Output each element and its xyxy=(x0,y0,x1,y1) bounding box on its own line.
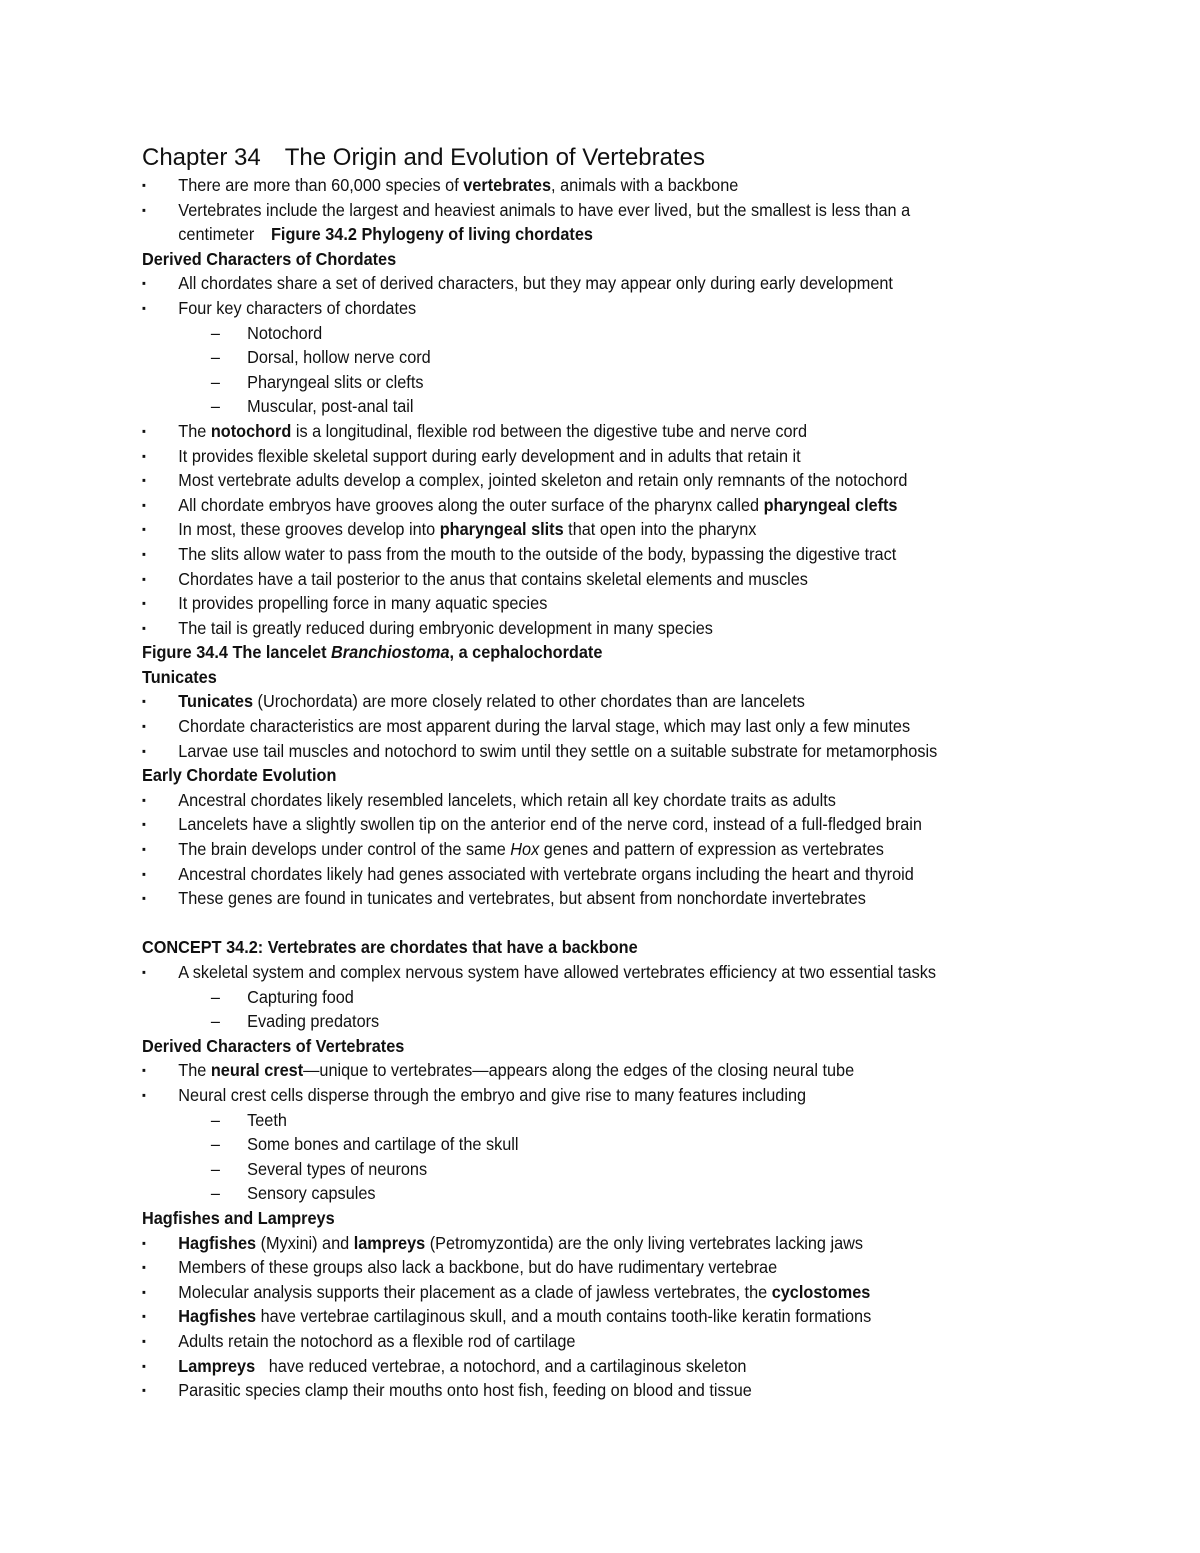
list-item: ▪ The tail is greatly reduced during embryonic development in many species xyxy=(142,616,1183,641)
list-item-continuation: centimeter Figure 34.2 Phylogeny of living chordates xyxy=(178,224,593,245)
bullet-icon: ▪ xyxy=(142,817,146,832)
bullet-icon: ▪ xyxy=(142,1284,146,1299)
dash-icon: – xyxy=(210,1011,220,1032)
concept-heading: CONCEPT 34.2: Vertebrates are chordates that have a backbone xyxy=(142,937,638,958)
bullet-icon: ▪ xyxy=(142,423,146,438)
list-item: ▪ In most, these grooves develop into pharyngeal slits that open into the pharynx xyxy=(142,517,1183,542)
section-heading: Tunicates xyxy=(142,666,217,687)
bullet-icon: ▪ xyxy=(142,202,146,217)
list-item: ▪ A skeletal system and complex nervous system have allowed vertebrates efficiency at two essential tasks xyxy=(142,960,1183,985)
bullet-icon: ▪ xyxy=(142,1063,146,1078)
bullet-icon: ▪ xyxy=(142,473,146,488)
blank-line xyxy=(142,911,1142,936)
sub-list-item: – Pharyngeal slits or clefts xyxy=(142,370,1200,395)
chapter-title xyxy=(142,143,1142,173)
list-item: ▪ It provides propelling force in many aquatic species xyxy=(142,591,1183,616)
dash-icon: – xyxy=(210,347,220,368)
bullet-icon: ▪ xyxy=(142,546,146,561)
list-item: ▪ Four key characters of chordates xyxy=(142,296,1183,321)
chapter-number: Chapter 34 xyxy=(142,144,261,171)
bullet-icon: ▪ xyxy=(142,276,146,291)
bullet-icon: ▪ xyxy=(142,842,146,857)
bullet-icon: ▪ xyxy=(142,596,146,611)
list-item: ▪ Members of these groups also lack a backbone, but do have rudimentary vertebrae xyxy=(142,1255,1183,1280)
sub-list-item: – Dorsal, hollow nerve cord xyxy=(142,345,1200,370)
list-item: ▪ Ancestral chordates likely resembled lancelets, which retain all key chordate traits as adults xyxy=(142,788,1183,813)
chapter-name: The Origin and Evolution of Vertebrates xyxy=(284,144,705,171)
list-item: ▪ The slits allow water to pass from the mouth to the outside of the body, bypassing the digestive tract xyxy=(142,542,1183,567)
sub-list-item: – Teeth xyxy=(142,1108,1200,1133)
bullet-icon: ▪ xyxy=(142,1333,146,1348)
list-item: ▪ Larvae use tail muscles and notochord to swim until they settle on a suitable substrate for metamorphosis xyxy=(142,739,1183,764)
dash-icon: – xyxy=(210,1183,220,1204)
sub-list-item: – Several types of neurons xyxy=(142,1157,1200,1182)
bullet-icon: ▪ xyxy=(142,300,146,315)
section-heading: Derived Characters of Vertebrates xyxy=(142,1035,405,1056)
list-item: ▪ Adults retain the notochord as a flexible rod of cartilage xyxy=(142,1329,1183,1354)
bullet-icon: ▪ xyxy=(142,497,146,512)
list-item: ▪ These genes are found in tunicates and vertebrates, but absent from nonchordate invertebrates xyxy=(142,886,1183,911)
list-item: ▪ All chordate embryos have grooves along the outer surface of the pharynx called pharyngeal clefts xyxy=(142,493,1183,518)
list-item: ▪ All chordates share a set of derived characters, but they may appear only during early development xyxy=(142,271,1183,296)
dash-icon: – xyxy=(210,322,220,343)
bullet-icon: ▪ xyxy=(142,719,146,734)
bullet-icon: ▪ xyxy=(142,571,146,586)
sub-list-item: – Some bones and cartilage of the skull xyxy=(142,1132,1200,1157)
list-item: ▪ The neural crest—unique to vertebrates—appears along the edges of the closing neural tube xyxy=(142,1058,1183,1083)
list-item: ▪ Chordates have a tail posterior to the anus that contains skeletal elements and muscles xyxy=(142,567,1183,592)
list-item: ▪ It provides flexible skeletal support during early development and in adults that retain it xyxy=(142,444,1183,469)
list-item: ▪ Hagfishes have vertebrae cartilaginous skull, and a mouth contains tooth-like keratin formations xyxy=(142,1304,1183,1329)
list-item: ▪ The brain develops under control of the same Hox genes and pattern of expression as vertebrates xyxy=(142,837,1183,862)
list-item: ▪ Parasitic species clamp their mouths onto host fish, feeding on blood and tissue xyxy=(142,1378,1183,1403)
section-heading: Early Chordate Evolution xyxy=(142,765,337,786)
list-item: ▪ Lancelets have a slightly swollen tip on the anterior end of the nerve cord, instead of a full-fledged brain xyxy=(142,812,1183,837)
bullet-icon: ▪ xyxy=(142,891,146,906)
bullet-icon: ▪ xyxy=(142,743,146,758)
bullet-icon: ▪ xyxy=(142,620,146,635)
bullet-icon: ▪ xyxy=(142,448,146,463)
list-item: ▪ Molecular analysis supports their placement as a clade of jawless vertebrates, the cyclostomes xyxy=(142,1280,1183,1305)
list-item: ▪ Hagfishes (Myxini) and lampreys (Petromyzontida) are the only living vertebrates lacking jaws xyxy=(142,1231,1183,1256)
figure-caption: Figure 34.4 The lancelet Branchiostoma, a cephalochordate xyxy=(142,642,603,663)
sub-list-item: – Muscular, post-anal tail xyxy=(142,394,1200,419)
list-item: ▪ There are more than 60,000 species of vertebrates, animals with a backbone xyxy=(142,173,1183,198)
sub-list-item: – Sensory capsules xyxy=(142,1181,1200,1206)
bullet-icon: ▪ xyxy=(142,866,146,881)
sub-list-item: – Evading predators xyxy=(142,1009,1200,1034)
bullet-icon: ▪ xyxy=(142,1309,146,1324)
document-content xyxy=(142,143,1142,1403)
section-heading: Derived Characters of Chordates xyxy=(142,248,397,269)
bullet-icon: ▪ xyxy=(142,965,146,979)
list-item: ▪ Neural crest cells disperse through the embryo and give rise to many features including xyxy=(142,1083,1183,1108)
bullet-icon: ▪ xyxy=(142,1358,146,1373)
bullet-icon: ▪ xyxy=(142,522,146,537)
list-item: ▪ Lampreys have reduced vertebrae, a notochord, and a cartilaginous skeleton xyxy=(142,1354,1183,1379)
section-heading: Hagfishes and Lampreys xyxy=(142,1207,335,1228)
dash-icon: – xyxy=(210,1134,220,1155)
bullet-icon: ▪ xyxy=(142,694,146,709)
sub-list-item: – Notochord xyxy=(142,321,1200,346)
dash-icon: – xyxy=(210,396,220,417)
bullet-icon: ▪ xyxy=(142,792,146,807)
list-item: ▪ Chordate characteristics are most apparent during the larval stage, which may last only a few minutes xyxy=(142,714,1183,739)
dash-icon: – xyxy=(210,986,220,1007)
figure-reference: Figure 34.2 Phylogeny of living chordates xyxy=(270,224,593,245)
bullet-icon: ▪ xyxy=(142,1383,146,1398)
list-item: ▪ Most vertebrate adults develop a complex, jointed skeleton and retain only remnants of the notochord xyxy=(142,468,1183,493)
list-item: ▪ The notochord is a longitudinal, flexible rod between the digestive tube and nerve cord xyxy=(142,419,1183,444)
dash-icon: – xyxy=(210,371,220,392)
bullet-icon: ▪ xyxy=(142,1260,146,1275)
bullet-icon: ▪ xyxy=(142,178,146,192)
dash-icon: – xyxy=(210,1158,220,1179)
list-item: ▪ Tunicates (Urochordata) are more closely related to other chordates than are lancelets xyxy=(142,689,1183,714)
list-item: ▪ Vertebrates include the largest and heaviest animals to have ever lived, but the smallest is less than a xyxy=(142,198,1183,223)
list-item: ▪ Ancestral chordates likely had genes associated with vertebrate organs including the heart and thyroid xyxy=(142,862,1183,887)
dash-icon: – xyxy=(210,1109,220,1130)
bullet-icon: ▪ xyxy=(142,1235,146,1250)
bullet-icon: ▪ xyxy=(142,1087,146,1102)
sub-list-item: – Capturing food xyxy=(142,985,1200,1010)
